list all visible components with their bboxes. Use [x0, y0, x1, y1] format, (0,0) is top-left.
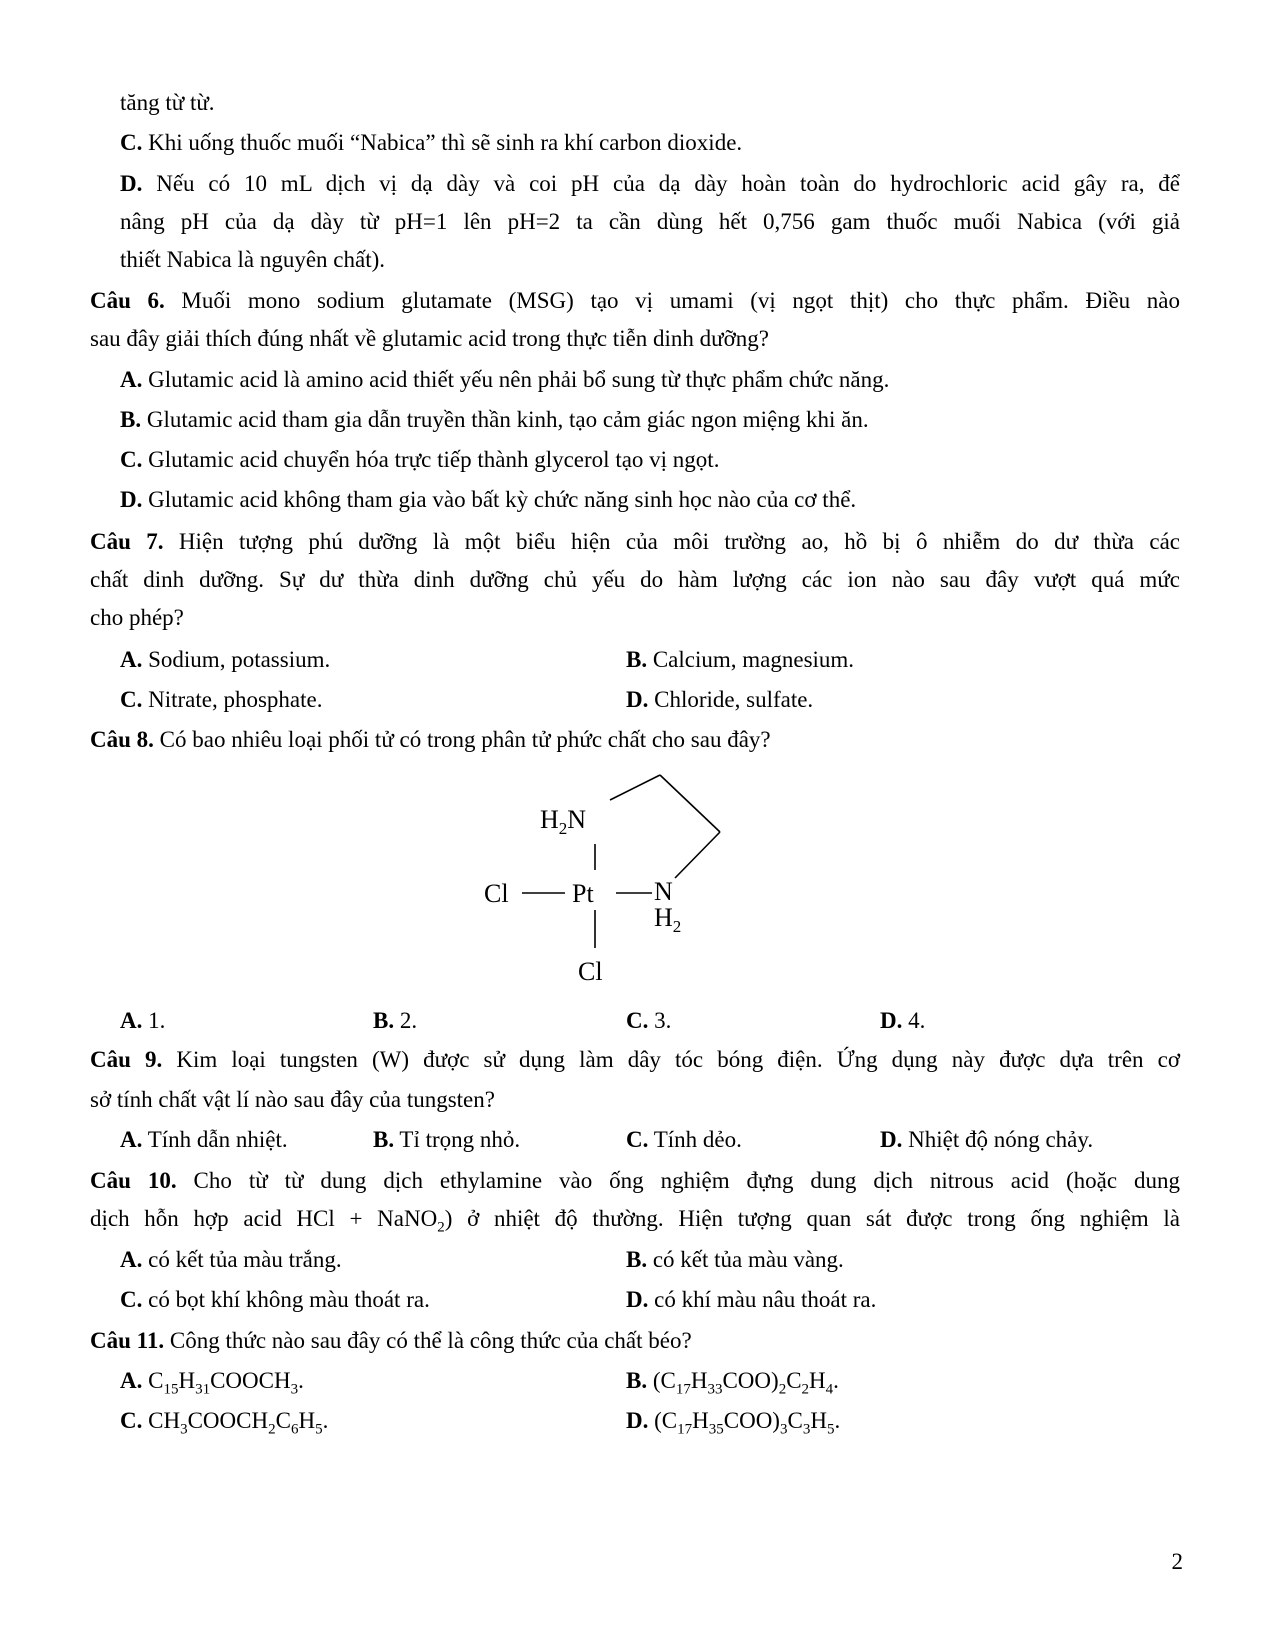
- question-label: Câu 8.: [90, 727, 154, 752]
- formula-c: [148, 1408, 329, 1438]
- q5-line: tăng từ từ.: [120, 90, 215, 115]
- q6-option-b: [120, 405, 1180, 435]
- option-label: B.: [626, 1247, 648, 1272]
- question-text: sở tính chất vật lí nào sau đây của tungsten?: [90, 1087, 495, 1112]
- option-text: Glutamic acid tham gia dẫn truyền thần kinh, tạo cảm giác ngon miệng khi ăn.: [141, 407, 869, 432]
- formula-subscript: 17: [675, 1381, 691, 1398]
- formula-text: H: [298, 1408, 316, 1433]
- formula-text: (C: [654, 1408, 678, 1433]
- n-right-label: N: [654, 877, 673, 906]
- question-label: Câu 10.: [90, 1168, 177, 1193]
- question-text: Cho từ từ dung dịch ethylamine vào ống nghiệm đựng dung dịch nitrous acid (hoặc dung: [176, 1168, 1180, 1193]
- q11-option-c: [120, 1406, 328, 1436]
- formula-text: C: [275, 1408, 291, 1433]
- formula-subscript: 3: [290, 1381, 299, 1398]
- formula-text: .: [298, 1368, 304, 1393]
- option-text: Sodium, potassium.: [142, 647, 331, 672]
- option-text: có bọt khí không màu thoát ra.: [142, 1287, 430, 1312]
- formula-text: COO): [723, 1408, 780, 1433]
- option-text: Glutamic acid là amino acid thiết yếu nên phải bổ sung từ thực phẩm chức năng.: [142, 367, 890, 392]
- question-label: Câu 6.: [90, 288, 165, 313]
- formula-text: C: [786, 1368, 802, 1393]
- formula-text: COOCH: [210, 1368, 291, 1393]
- formula-subscript: 5: [315, 1421, 323, 1438]
- option-text: nâng pH của dạ dày từ pH=1 lên pH=2 ta cần dùng hết 0,756 gam thuốc muối Nabica (với giả: [120, 209, 1180, 234]
- q5-option-d-line2: [120, 207, 1180, 237]
- question-label: Câu 7.: [90, 529, 164, 554]
- formula-text: .: [322, 1408, 329, 1433]
- option-label: B.: [373, 1008, 395, 1033]
- option-label: C.: [120, 1287, 143, 1312]
- question-text: chất dinh dưỡng. Sự dư thừa dinh dưỡng chủ yếu do hàm lượng các ion nào sau đây vượt quá mức: [90, 567, 1180, 592]
- option-text: Glutamic acid chuyển hóa trực tiếp thành glycerol tạo vị ngọt.: [142, 447, 720, 472]
- formula-a: [148, 1368, 304, 1398]
- option-text: Nhiệt độ nóng chảy.: [902, 1127, 1094, 1152]
- q11-stem: [90, 1326, 692, 1356]
- formula-text: .: [834, 1408, 841, 1433]
- q11-option-d: [626, 1406, 840, 1436]
- q9-option-c: [626, 1125, 742, 1155]
- option-text: có khí màu nâu thoát ra.: [648, 1287, 877, 1312]
- question-text: Muối mono sodium glutamate (MSG) tạo vị umami (vị ngọt thịt) cho thực phẩm. Điều nào: [164, 288, 1180, 313]
- option-text: 4.: [902, 1008, 926, 1033]
- formula-text: H: [178, 1368, 196, 1393]
- option-label: C.: [120, 130, 143, 155]
- option-label: B.: [120, 407, 142, 432]
- q8-stem: [90, 725, 771, 755]
- ring-bond-1: [610, 775, 660, 800]
- formula-subscript: 2: [268, 1421, 276, 1438]
- q6-stem-line1: [90, 286, 1180, 316]
- formula-text: C: [148, 1368, 164, 1393]
- option-label: A.: [120, 1008, 143, 1033]
- formula-subscript: 2: [801, 1381, 810, 1398]
- q8-option-d: [880, 1006, 925, 1036]
- pt-label: Pt: [572, 879, 594, 908]
- option-label: C.: [626, 1008, 649, 1033]
- formula-subscript: 6: [290, 1421, 299, 1438]
- option-label: B.: [626, 647, 648, 672]
- q10-stem-line2: [90, 1204, 1180, 1234]
- ring-bond-3: [675, 832, 720, 878]
- q7-stem-line3: [90, 603, 1180, 633]
- option-label: D.: [626, 687, 649, 712]
- page-number: 2: [1171, 1549, 1183, 1574]
- formula-subscript: 4: [825, 1381, 834, 1398]
- q7-option-b: [626, 645, 854, 675]
- option-text: 3.: [648, 1008, 672, 1033]
- formula-text: C: [787, 1408, 803, 1433]
- question-label: Câu 9.: [90, 1047, 163, 1072]
- q7-option-a: [120, 645, 330, 675]
- formula-subscript: 2: [778, 1381, 787, 1398]
- q5-option-d-line3: [120, 245, 1180, 275]
- option-text: có kết tủa màu vàng.: [647, 1247, 844, 1272]
- question-text: Hiện tượng phú dưỡng là một biểu hiện của môi trường ao, hồ bị ô nhiễm do dư thừa các: [163, 529, 1180, 554]
- formula-b: [652, 1368, 839, 1398]
- option-text: thiết Nabica là nguyên chất).: [120, 247, 386, 272]
- option-label: C.: [120, 687, 143, 712]
- option-text: có kết tủa màu trắng.: [142, 1247, 342, 1272]
- q8-option-c: [626, 1006, 671, 1036]
- option-text: 2.: [394, 1008, 418, 1033]
- cl-bottom-label: Cl: [578, 957, 603, 986]
- q5-option-d-line1: [120, 169, 1180, 199]
- option-text: Tính dẫn nhiệt.: [142, 1127, 288, 1152]
- option-text: Glutamic acid không tham gia vào bất kỳ chức năng sinh học nào của cơ thể.: [142, 487, 857, 512]
- formula-text: H: [692, 1408, 709, 1433]
- q6-option-a: [120, 365, 1180, 395]
- formula-subscript: 3: [779, 1421, 788, 1438]
- q8-option-a: [120, 1006, 165, 1036]
- formula-subscript: 5: [826, 1421, 835, 1438]
- q9-option-a: [120, 1125, 288, 1155]
- option-label: D.: [880, 1008, 903, 1033]
- q7-option-c: [120, 685, 323, 715]
- option-label: D.: [120, 171, 143, 196]
- option-label: C.: [626, 1127, 649, 1152]
- subscript: 2: [437, 1219, 445, 1236]
- formula-text: (C: [652, 1368, 676, 1393]
- option-text: Tính dẻo.: [648, 1127, 742, 1152]
- formula-text: H: [690, 1368, 708, 1393]
- q11-option-a: [120, 1366, 304, 1396]
- h2-label: $H_2$: [654, 903, 682, 936]
- question-text: sau đây giải thích đúng nhất về glutamic acid trong thực tiễn dinh dưỡng?: [90, 326, 770, 351]
- q6-option-c: [120, 445, 1180, 475]
- q10-option-c: [120, 1285, 430, 1315]
- q9-stem-line1: [90, 1045, 1180, 1075]
- platinum-complex-structure: [480, 770, 740, 1000]
- cl-left-label: Cl: [484, 879, 509, 908]
- question-text: Có bao nhiêu loại phối tử có trong phân tử phức chất cho sau đây?: [153, 727, 771, 752]
- ring-bond-2: [660, 775, 720, 832]
- option-label: D.: [626, 1287, 649, 1312]
- formula-text: CH: [148, 1408, 181, 1433]
- option-text: Nitrate, phosphate.: [142, 687, 323, 712]
- q6-option-d: [120, 485, 1180, 515]
- question-text: dịch hỗn hợp acid HCl + NaNO: [90, 1206, 438, 1231]
- question-text: ) ở nhiệt độ thường. Hiện tượng quan sát được trong ống nghiệm là: [444, 1206, 1180, 1231]
- q11-option-b: [626, 1366, 839, 1396]
- formula-text: H: [809, 1368, 826, 1393]
- formula-subscript: 33: [707, 1381, 723, 1398]
- formula-subscript: 35: [708, 1421, 724, 1438]
- option-label: D.: [880, 1127, 903, 1152]
- formula-subscript: 31: [195, 1381, 211, 1398]
- formula-subscript: 3: [180, 1421, 188, 1438]
- option-text: 1.: [142, 1008, 166, 1033]
- h2n-label: $H_2N$: [540, 805, 587, 838]
- q9-option-d: [880, 1125, 1093, 1155]
- question-label: Câu 11.: [90, 1328, 165, 1353]
- option-label: A.: [120, 1247, 143, 1272]
- option-label: A.: [120, 367, 143, 392]
- option-label: A.: [120, 1368, 143, 1393]
- q5-option-c: [120, 128, 1180, 158]
- q10-stem-line1: [90, 1166, 1180, 1196]
- formula-subscript: 17: [677, 1421, 693, 1438]
- option-label: D.: [120, 487, 143, 512]
- option-text: Calcium, magnesium.: [647, 647, 855, 672]
- formula-text: COOCH: [187, 1408, 269, 1433]
- option-text: Khi uống thuốc muối “Nabica” thì sẽ sinh ra khí carbon dioxide.: [142, 130, 743, 155]
- formula-subscript: 15: [163, 1381, 179, 1398]
- option-text: Nếu có 10 mL dịch vị dạ dày và coi pH của dạ dày hoàn toàn do hydrochloric acid gây ra, để: [142, 171, 1180, 196]
- formula-subscript: 3: [802, 1421, 811, 1438]
- q7-stem-line1: [90, 527, 1180, 557]
- question-text: Kim loại tungsten (W) được sử dụng làm dây tóc bóng điện. Ứng dụng này được dựa trên cơ: [162, 1047, 1180, 1072]
- option-text: Tỉ trọng nhỏ.: [394, 1127, 521, 1152]
- option-label: B.: [626, 1368, 648, 1393]
- q7-stem-line2: [90, 565, 1180, 595]
- q7-option-d: [626, 685, 813, 715]
- q6-stem-line2: [90, 324, 1180, 354]
- q5-continuation: [120, 88, 1180, 118]
- option-label: A.: [120, 1127, 143, 1152]
- formula-text: H: [810, 1408, 827, 1433]
- formula-text: .: [833, 1368, 839, 1393]
- option-label: C.: [120, 1408, 143, 1433]
- formula-d: [654, 1408, 841, 1438]
- q10-option-a: [120, 1245, 342, 1275]
- question-text: Công thức nào sau đây có thể là công thức của chất béo?: [164, 1328, 692, 1353]
- q10-option-d: [626, 1285, 876, 1315]
- formula-text: COO): [722, 1368, 779, 1393]
- question-text: cho phép?: [90, 605, 184, 630]
- option-label: A.: [120, 647, 143, 672]
- option-text: Chloride, sulfate.: [648, 687, 814, 712]
- q10-option-b: [626, 1245, 844, 1275]
- q8-option-b: [373, 1006, 417, 1036]
- q9-option-b: [373, 1125, 520, 1155]
- option-label: D.: [626, 1408, 649, 1433]
- option-label: B.: [373, 1127, 395, 1152]
- q9-stem-line2: [90, 1085, 1180, 1115]
- option-label: C.: [120, 447, 143, 472]
